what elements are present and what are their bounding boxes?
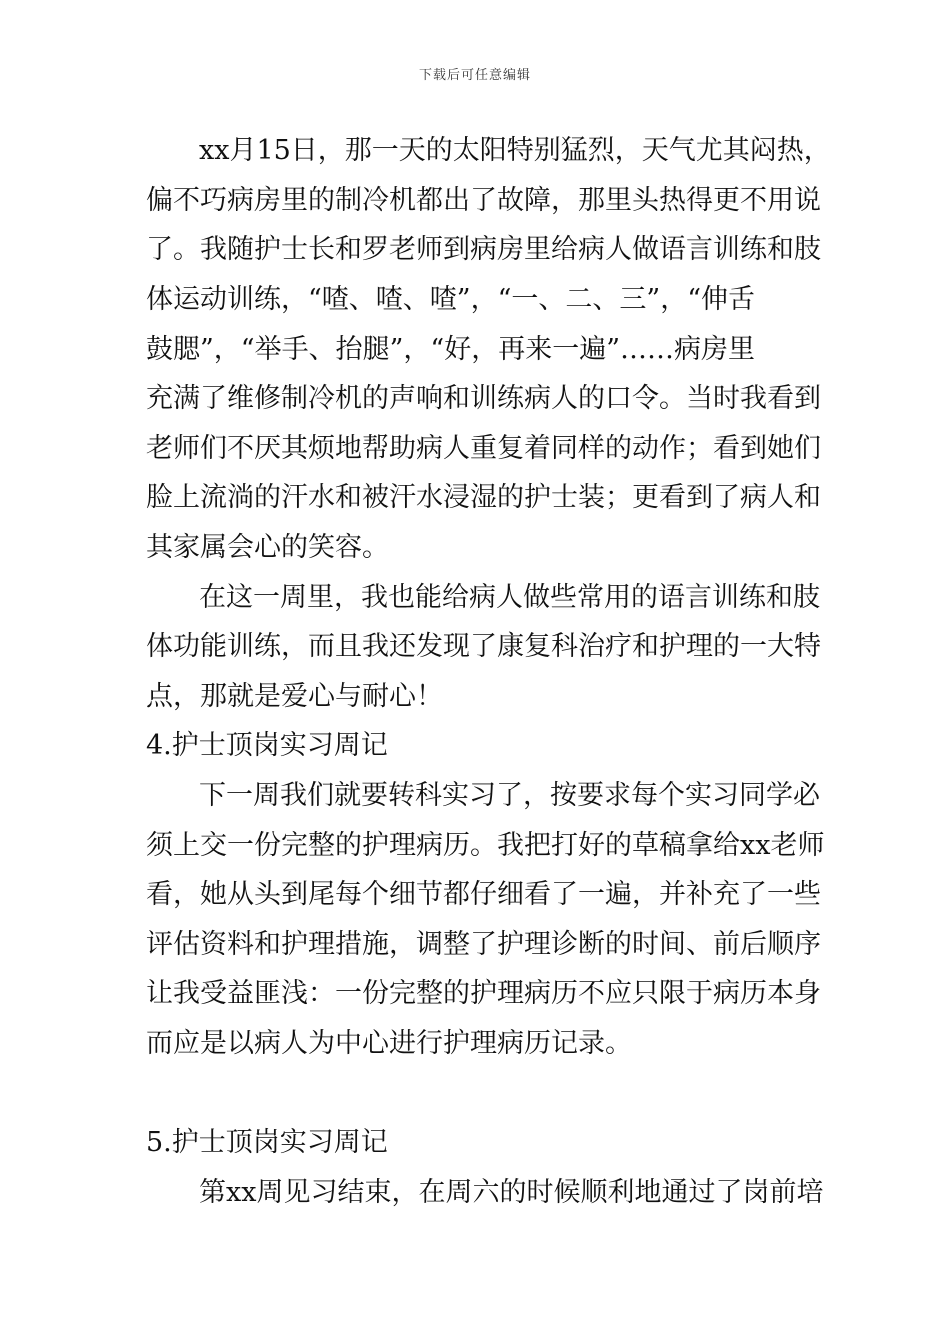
page-header: 下载后可任意编辑 xyxy=(418,68,531,83)
section-heading: 4.护士顶岗实习周记 xyxy=(146,730,388,761)
text-line: 充满了维修制冷机的声响和训练病人的口令。当时我看到 xyxy=(146,383,821,414)
text-line: 偏不巧病房里的制冷机都出了故障，那里头热得更不用说 xyxy=(146,185,821,216)
section-heading: 5.护士顶岗实习周记 xyxy=(146,1127,388,1158)
text-line: 在这一周里，我也能给病人做些常用的语言训练和肢 xyxy=(199,582,820,613)
text-line: 了。我随护士长和罗老师到病房里给病人做语言训练和肢 xyxy=(146,234,821,265)
text-line: 鼓腮”，“举手、抬腿”，“好，再来一遍”……病房里 xyxy=(146,334,756,365)
text-line: 让我受益匪浅：一份完整的护理病历不应只限于病历本身 xyxy=(146,978,821,1009)
text-line: 脸上流淌的汗水和被汗水浸湿的护士装；更看到了病人和 xyxy=(146,482,821,513)
text-line: 点，那就是爱心与耐心！ xyxy=(146,681,443,712)
text-line: 体功能训练，而且我还发现了康复科治疗和护理的一大特 xyxy=(146,631,821,662)
text-line: 而应是以病人为中心进行护理病历记录。 xyxy=(146,1028,632,1059)
text-line: 其家属会心的笑容。 xyxy=(146,532,389,563)
text-line: xx月15日，那一天的太阳特别猛烈，天气尤其闷热， xyxy=(199,135,831,166)
text-line: 老师们不厌其烦地帮助病人重复着同样的动作；看到她们 xyxy=(146,433,821,464)
text-line: 评估资料和护理措施，调整了护理诊断的时间、前后顺序 xyxy=(146,929,821,960)
text-line: 须上交一份完整的护理病历。我把打好的草稿拿给xx老师 xyxy=(146,830,825,861)
text-line: 看，她从头到尾每个细节都仔细看了一遍，并补充了一些 xyxy=(146,879,821,910)
text-line: 下一周我们就要转科实习了，按要求每个实习同学必 xyxy=(199,780,820,811)
text-line: 第xx周见习结束，在周六的时候顺利地通过了岗前培 xyxy=(199,1177,824,1208)
text-line: 体运动训练，“喳、喳、喳”，“一、二、三”，“伸舌 xyxy=(146,284,756,315)
